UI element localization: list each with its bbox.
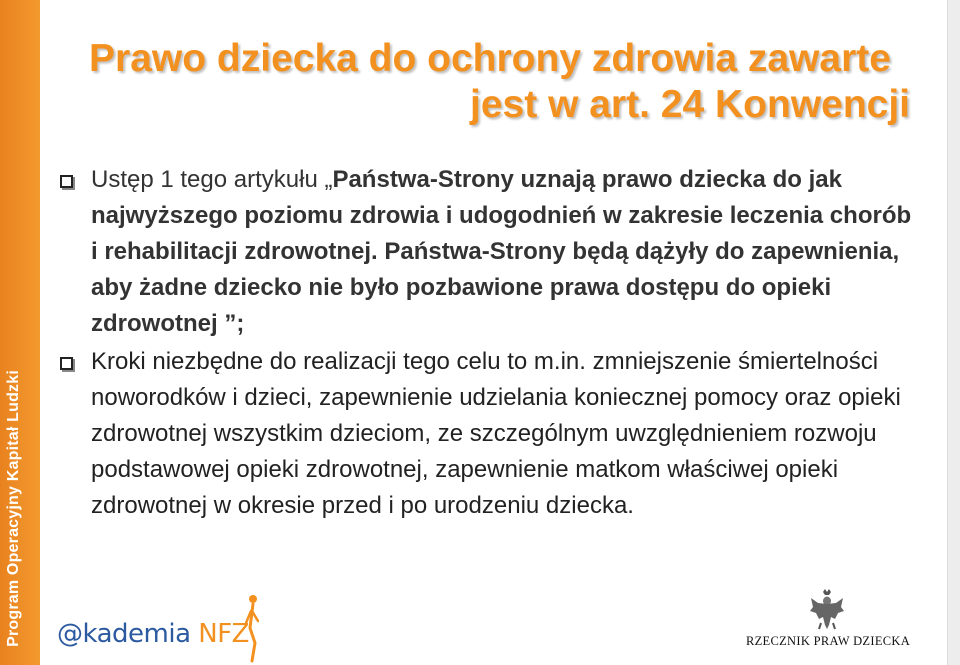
slide-title <box>60 36 920 128</box>
slide-body <box>56 162 916 524</box>
logo-akademia-text: @kademia <box>57 619 199 649</box>
rzecznik-praw-dziecka-logo <box>735 585 920 665</box>
rzecznik-label: RZECZNIK PRAW DZIECKA <box>745 634 911 648</box>
bullet-item-2 <box>56 344 916 524</box>
polish-eagle-emblem-icon <box>809 589 845 631</box>
left-sidebar-band <box>0 0 40 665</box>
title-line-2: jest w art. 24 Konwencji <box>470 83 910 126</box>
right-edge-bar <box>947 0 960 665</box>
checkbox-bullet-icon <box>60 175 73 188</box>
bullet-1-quote: Państwa-Strony uznają prawo dziecka do jak najwyższego poziomu zdrowia i udogodnień w zakresie leczenia chorób i rehabilitacji zdrowotnej. Państwa-Strony będą dążyły do zapewnienia, aby żadne dziecko nie było pozbawione prawa dostępu do opieki zdrowotnej ”; <box>91 166 912 337</box>
runner-figure-icon <box>245 593 259 663</box>
bullet-2-text: Kroki niezbędne do realizacji tego celu to m.in. zmniejszenie śmiertelności noworodków i dzieci, zapewnienie udzielania koniecznej pomocy oraz opieki zdrowotnej wszystkim dzieciom, ze szczególnym uwzględnieniem rozwoju podstawowej opieki zdrowotnej, zapewnienie matkom właściwej opieki zdrowotnej w okresie przed i po urodzeniu dziecka. <box>91 348 901 519</box>
title-line-1: Prawo dziecka do ochrony zdrowia zawarte <box>89 37 891 80</box>
bullet-1-intro: Ustęp 1 tego artykułu „ <box>91 166 333 193</box>
bullet-item-1 <box>56 162 916 342</box>
program-name-label: Program Operacyjny Kapitał Ludzki <box>5 370 22 647</box>
checkbox-bullet-icon <box>60 357 73 370</box>
logo-nfz-text: NFZ <box>198 619 249 649</box>
akademia-nfz-logo <box>55 585 260 665</box>
